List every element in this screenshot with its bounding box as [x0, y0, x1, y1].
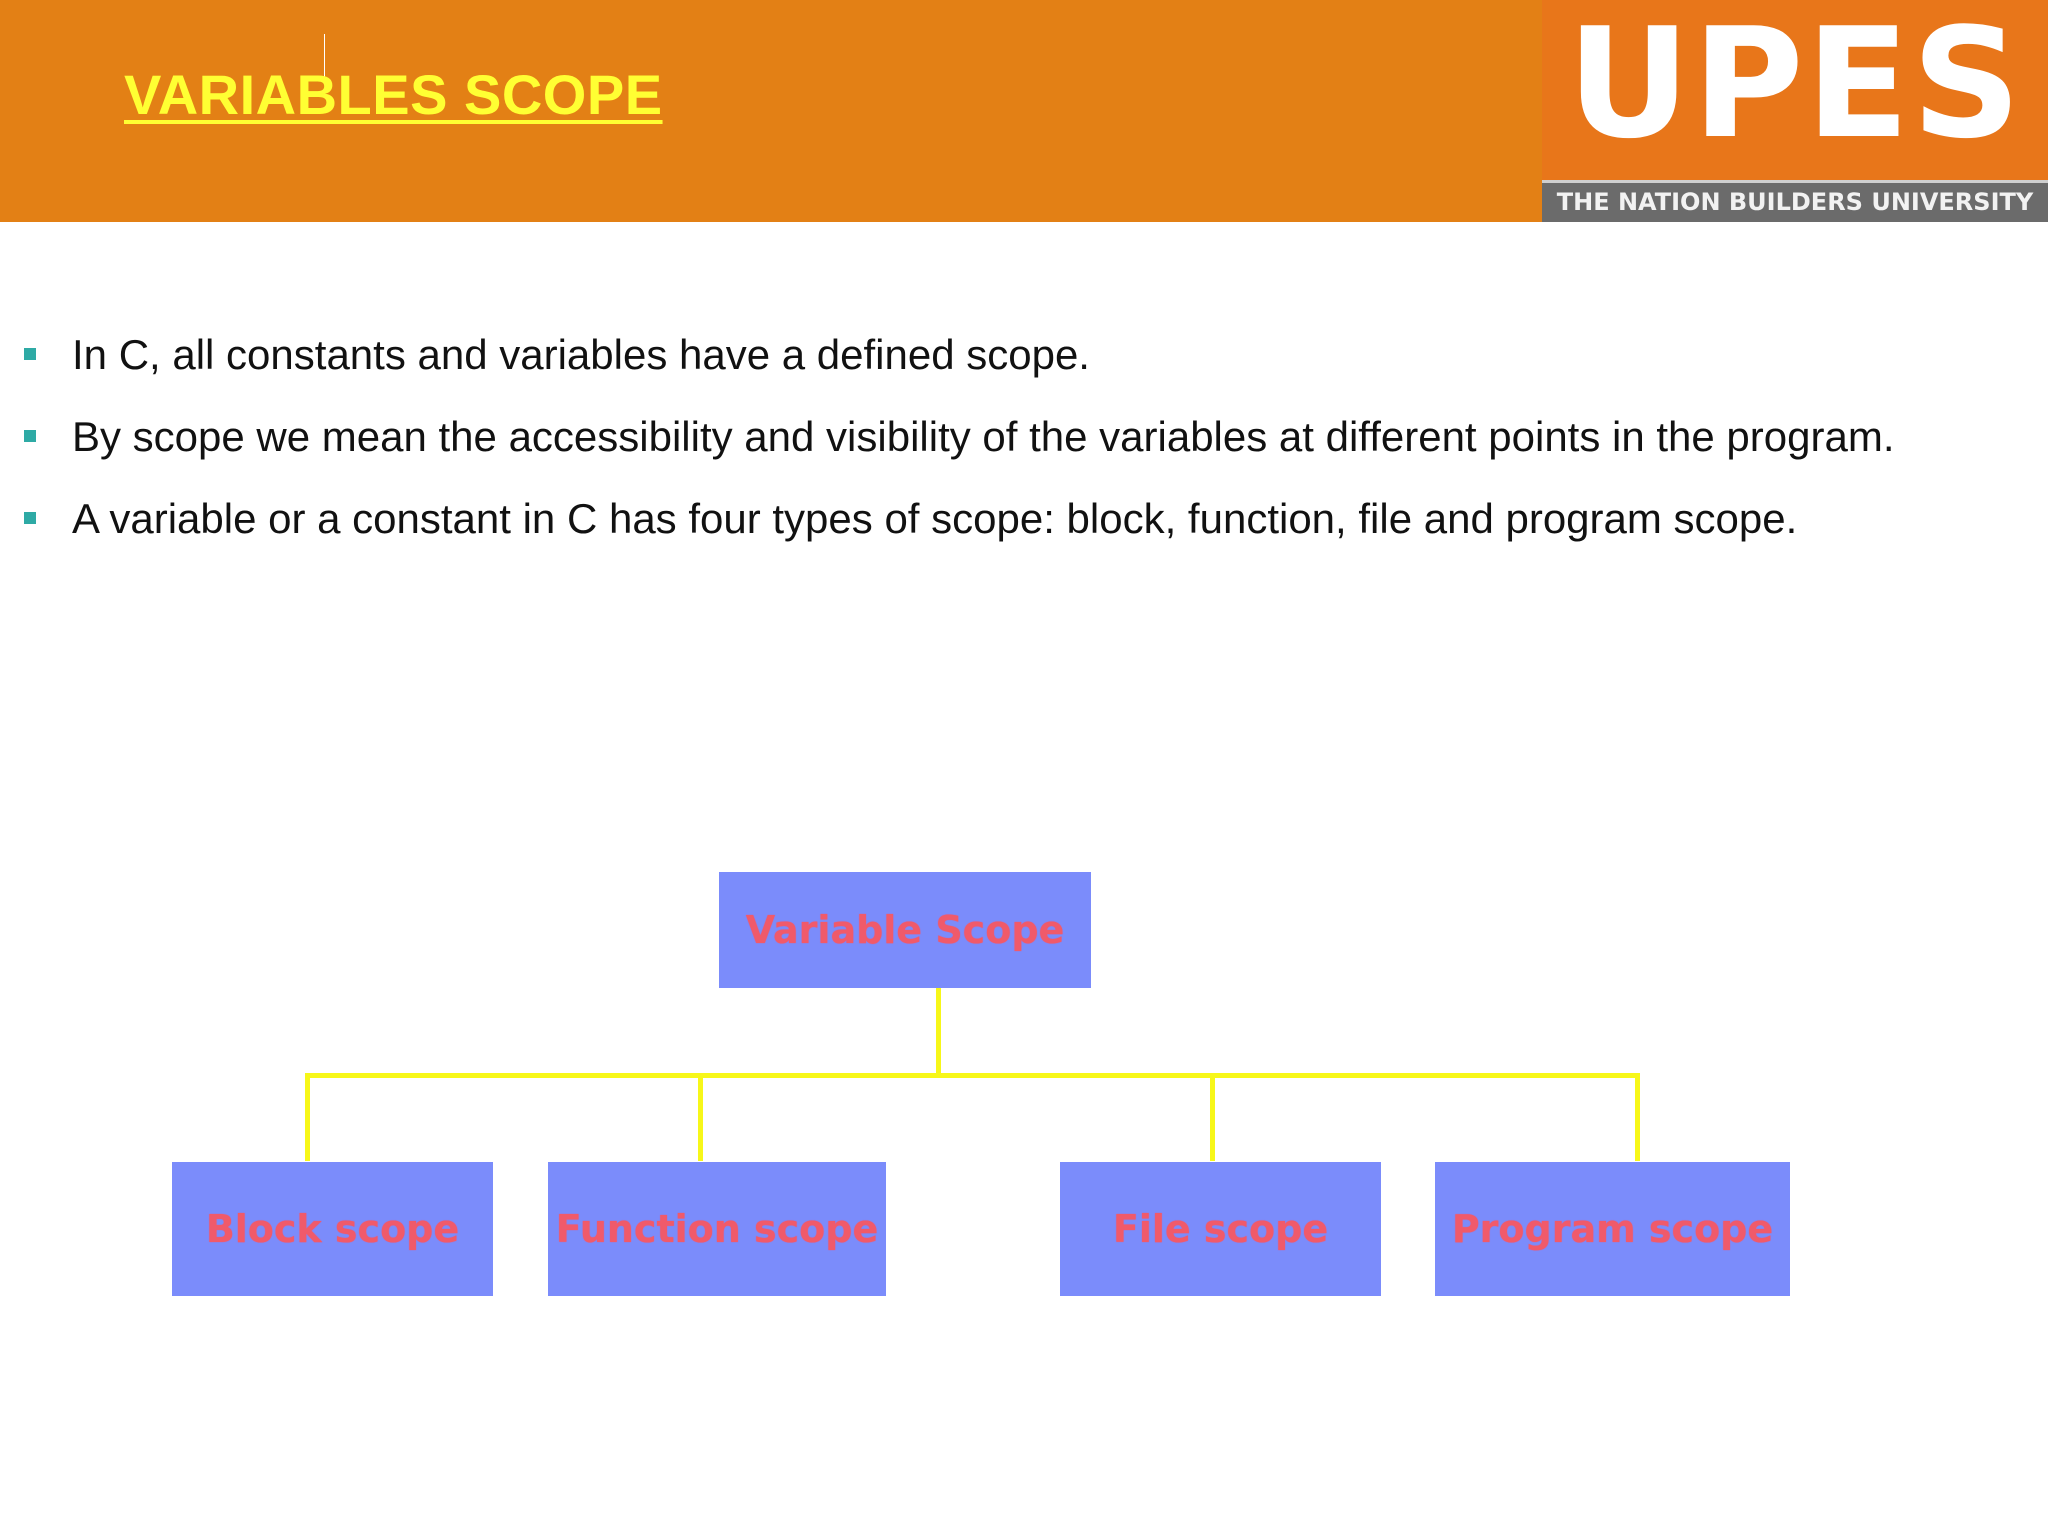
slide-title: VARIABLES SCOPE	[124, 63, 663, 126]
child-connector-program	[1635, 1073, 1640, 1161]
box-file-scope: File scope	[1060, 1162, 1381, 1296]
root-connector	[936, 988, 941, 1076]
horizontal-connector	[305, 1073, 1640, 1078]
logo-wordmark: UPES	[1566, 0, 2024, 172]
box-block-scope: Block scope	[172, 1162, 493, 1296]
child-connector-block	[305, 1073, 310, 1161]
child-connector-file	[1210, 1073, 1215, 1161]
box-function-scope: Function scope	[548, 1162, 886, 1296]
box-program-scope: Program scope	[1435, 1162, 1790, 1296]
child-connector-function	[698, 1073, 703, 1161]
bullet-text: By scope we mean the accessibility and visibility of the variables at different points in the program.	[72, 413, 1895, 460]
bullet-text: A variable or a constant in C has four types of scope: block, function, file and program scope.	[72, 495, 1798, 542]
bullet-text: In C, all constants and variables have a defined scope.	[72, 331, 1090, 378]
logo-tagline: THE NATION BUILDERS UNIVERSITY	[1542, 180, 2048, 222]
root-box-variable-scope: Variable Scope	[719, 872, 1091, 988]
